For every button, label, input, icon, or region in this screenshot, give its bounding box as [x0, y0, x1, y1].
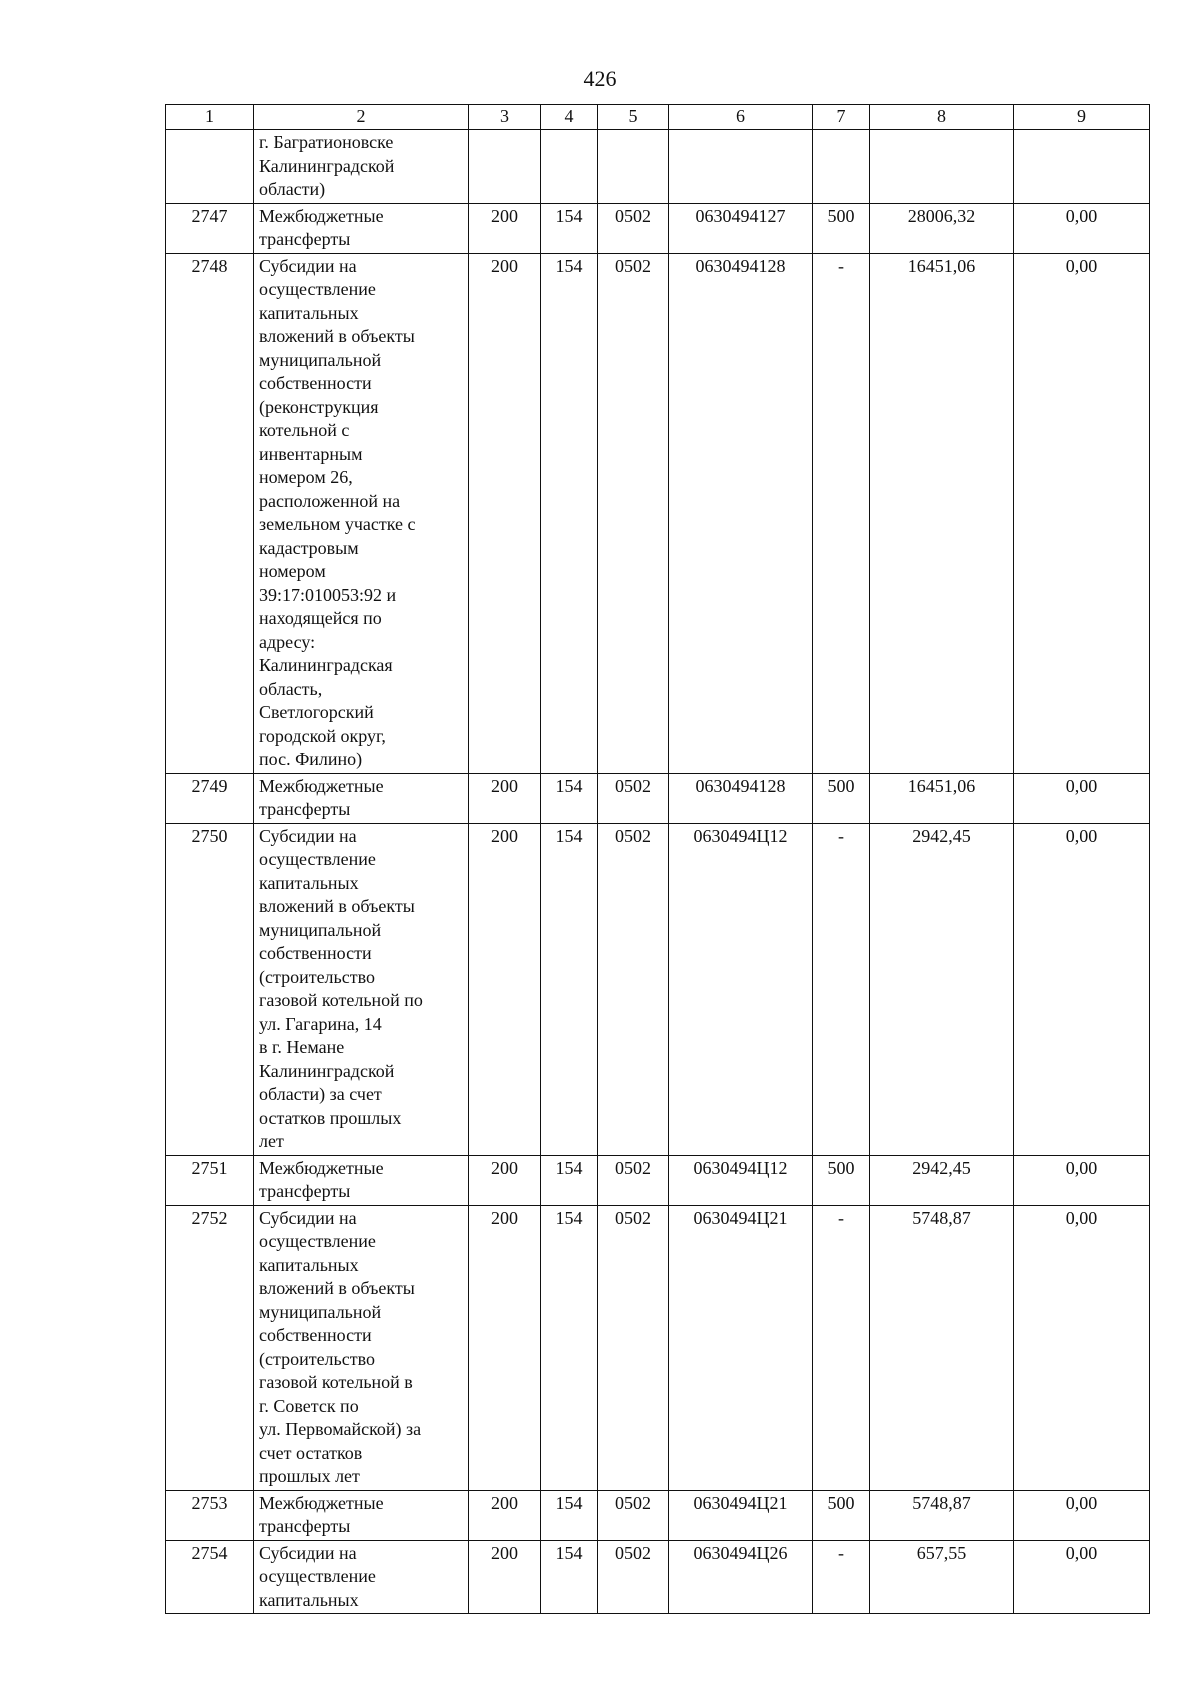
row-description: Межбюджетные трансферты — [254, 1155, 469, 1205]
cell-col7: 500 — [813, 1155, 870, 1205]
cell-col9: 0,00 — [1014, 1490, 1150, 1540]
page-number: 426 — [583, 66, 617, 91]
cell-col7: 500 — [813, 1490, 870, 1540]
cell-col4: 154 — [541, 823, 598, 1155]
table-row — [166, 823, 1150, 1155]
cell-col4: 154 — [541, 1540, 598, 1614]
cell-col6: 0630494128 — [669, 773, 813, 823]
cell-col7 — [813, 130, 870, 204]
cell-col4: 154 — [541, 253, 598, 773]
cell-col3: 200 — [469, 1490, 541, 1540]
table-row — [166, 1490, 1150, 1540]
table-header — [166, 105, 1150, 130]
cell-col9: 0,00 — [1014, 203, 1150, 253]
table-row — [166, 253, 1150, 773]
row-number: 2751 — [166, 1155, 254, 1205]
cell-col6: 0630494Ц21 — [669, 1490, 813, 1540]
cell-col7: - — [813, 1540, 870, 1614]
cell-col3: 200 — [469, 1155, 541, 1205]
cell-col8: 16451,06 — [870, 773, 1014, 823]
cell-col8: 2942,45 — [870, 823, 1014, 1155]
row-description: Межбюджетные трансферты — [254, 203, 469, 253]
column-header: 7 — [813, 105, 870, 130]
cell-col5 — [598, 130, 669, 204]
cell-col6: 0630494Ц21 — [669, 1205, 813, 1490]
cell-col4 — [541, 130, 598, 204]
cell-col3: 200 — [469, 1205, 541, 1490]
cell-col6: 0630494Ц12 — [669, 1155, 813, 1205]
cell-col6: 0630494Ц26 — [669, 1540, 813, 1614]
row-description: г. Багратионовске Калининградской области) — [254, 130, 469, 204]
cell-col5: 0502 — [598, 1490, 669, 1540]
cell-col6 — [669, 130, 813, 204]
cell-col3: 200 — [469, 823, 541, 1155]
row-description: Межбюджетные трансферты — [254, 1490, 469, 1540]
cell-col8: 5748,87 — [870, 1205, 1014, 1490]
column-header: 2 — [254, 105, 469, 130]
cell-col8: 657,55 — [870, 1540, 1014, 1614]
row-description: Субсидии на осуществление капитальных — [254, 1540, 469, 1614]
column-header: 4 — [541, 105, 598, 130]
cell-col5: 0502 — [598, 1540, 669, 1614]
cell-col9 — [1014, 130, 1150, 204]
budget-table — [165, 104, 1150, 1614]
cell-col4: 154 — [541, 203, 598, 253]
cell-col5: 0502 — [598, 773, 669, 823]
cell-col9: 0,00 — [1014, 823, 1150, 1155]
cell-col7: - — [813, 823, 870, 1155]
table-row — [166, 773, 1150, 823]
table-row — [166, 1205, 1150, 1490]
cell-col8: 5748,87 — [870, 1490, 1014, 1540]
table-row — [166, 1540, 1150, 1614]
cell-col4: 154 — [541, 1490, 598, 1540]
cell-col6: 0630494127 — [669, 203, 813, 253]
row-number: 2749 — [166, 773, 254, 823]
row-description: Субсидии на осуществление капитальных вложений в объекты муниципальной собственности (реконструкция котельной с инвентарным номером 26, расположенной на земельном участке с кадастровым номером 39:17:010053:92 и находящейся по адресу: Калининградская область, Светлогорский городской округ, пос. Филино) — [254, 253, 469, 773]
cell-col9: 0,00 — [1014, 253, 1150, 773]
cell-col4: 154 — [541, 1205, 598, 1490]
cell-col9: 0,00 — [1014, 773, 1150, 823]
column-header: 8 — [870, 105, 1014, 130]
table-body — [166, 130, 1150, 1614]
cell-col7: - — [813, 253, 870, 773]
cell-col8: 28006,32 — [870, 203, 1014, 253]
cell-col5: 0502 — [598, 1205, 669, 1490]
cell-col8: 16451,06 — [870, 253, 1014, 773]
column-header: 6 — [669, 105, 813, 130]
cell-col5: 0502 — [598, 253, 669, 773]
cell-col3 — [469, 130, 541, 204]
cell-col7: - — [813, 1205, 870, 1490]
row-number: 2747 — [166, 203, 254, 253]
cell-col3: 200 — [469, 773, 541, 823]
row-description: Субсидии на осуществление капитальных вложений в объекты муниципальной собственности (строительство газовой котельной по ул. Гагарина, 14 в г. Немане Калининградской области) за счет остатков прошлых лет — [254, 823, 469, 1155]
cell-col3: 200 — [469, 253, 541, 773]
cell-col3: 200 — [469, 203, 541, 253]
row-number: 2754 — [166, 1540, 254, 1614]
table-row — [166, 1155, 1150, 1205]
row-description: Субсидии на осуществление капитальных вложений в объекты муниципальной собственности (строительство газовой котельной в г. Советск по ул. Первомайской) за счет остатков прошлых лет — [254, 1205, 469, 1490]
cell-col6: 0630494Ц12 — [669, 823, 813, 1155]
column-header: 1 — [166, 105, 254, 130]
row-number: 2752 — [166, 1205, 254, 1490]
cell-col8 — [870, 130, 1014, 204]
cell-col7: 500 — [813, 773, 870, 823]
table-row — [166, 130, 1150, 204]
table-row — [166, 203, 1150, 253]
column-header: 3 — [469, 105, 541, 130]
cell-col6: 0630494128 — [669, 253, 813, 773]
row-number — [166, 130, 254, 204]
cell-col8: 2942,45 — [870, 1155, 1014, 1205]
cell-col7: 500 — [813, 203, 870, 253]
cell-col9: 0,00 — [1014, 1155, 1150, 1205]
row-number: 2750 — [166, 823, 254, 1155]
cell-col4: 154 — [541, 1155, 598, 1205]
column-header: 9 — [1014, 105, 1150, 130]
row-number: 2748 — [166, 253, 254, 773]
header-row — [166, 105, 1150, 130]
row-number: 2753 — [166, 1490, 254, 1540]
cell-col4: 154 — [541, 773, 598, 823]
cell-col5: 0502 — [598, 1155, 669, 1205]
cell-col9: 0,00 — [1014, 1205, 1150, 1490]
row-description: Межбюджетные трансферты — [254, 773, 469, 823]
cell-col3: 200 — [469, 1540, 541, 1614]
cell-col9: 0,00 — [1014, 1540, 1150, 1614]
cell-col5: 0502 — [598, 203, 669, 253]
column-header: 5 — [598, 105, 669, 130]
cell-col5: 0502 — [598, 823, 669, 1155]
